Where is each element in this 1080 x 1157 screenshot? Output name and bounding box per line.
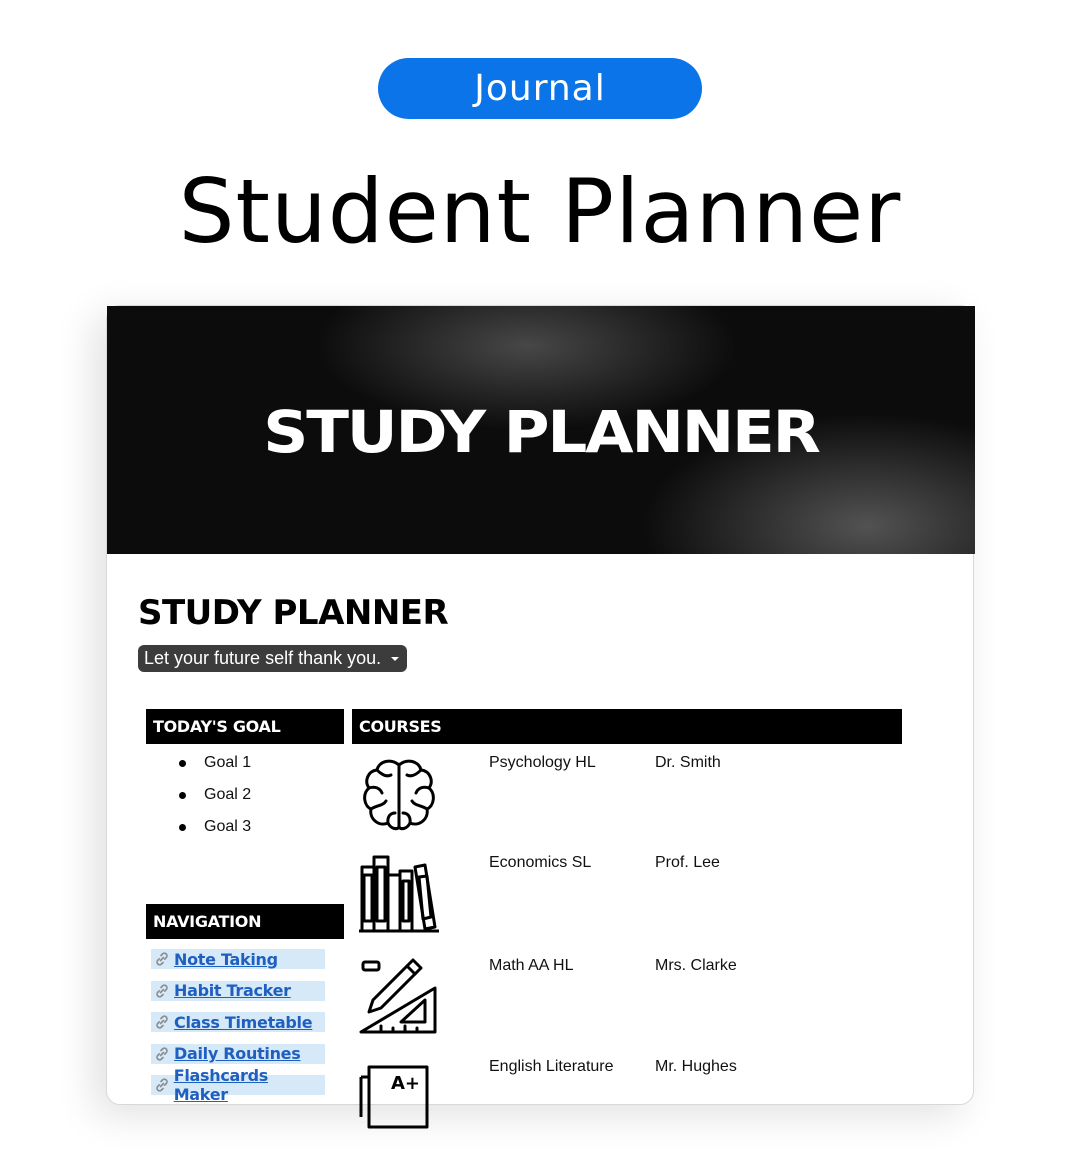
nav-link-habit-tracker[interactable] [151, 981, 325, 1001]
nav-link-flashcards-maker[interactable] [151, 1066, 325, 1104]
course-name: Economics SL [489, 854, 592, 871]
course-row[interactable] [357, 1057, 877, 1157]
goal-item: Goal 3 [179, 816, 251, 848]
brain-icon [357, 753, 441, 837]
nav-link-label[interactable]: Class Timetable [174, 1012, 313, 1032]
course-name: Math AA HL [489, 957, 574, 974]
goal-item: Goal 1 [179, 752, 251, 784]
svg-text:A+: A+ [391, 1073, 421, 1094]
page-heading: STUDY PLANNER [138, 593, 449, 633]
goal-item: Goal 2 [179, 784, 251, 816]
nav-link-label[interactable]: Note Taking [174, 949, 278, 969]
course-teacher: Mrs. Clarke [655, 957, 737, 974]
page-main-title: Student Planner [178, 160, 902, 263]
course-row[interactable] [357, 956, 877, 1056]
nav-link-label[interactable]: Habit Tracker [174, 981, 291, 1000]
link-icon [154, 950, 174, 968]
caret-down-icon [391, 657, 399, 661]
pencil-ruler-icon [357, 956, 441, 1040]
navigation-header: NAVIGATION [146, 904, 344, 939]
nav-link-note-taking[interactable] [151, 949, 325, 969]
course-row[interactable] [357, 853, 877, 953]
course-name: Psychology HL [489, 754, 596, 771]
link-icon [154, 982, 174, 1000]
course-teacher: Prof. Lee [655, 854, 720, 871]
navigation-list [151, 949, 325, 1107]
nav-link-class-timetable[interactable] [151, 1012, 325, 1032]
books-icon [357, 853, 441, 937]
banner-title: STUDY PLANNER [263, 398, 819, 466]
category-badge: Journal [378, 58, 702, 119]
courses-header: COURSES [352, 709, 902, 744]
nav-link-label[interactable]: Daily Routines [174, 1044, 301, 1063]
goals-header: TODAY'S GOAL [146, 709, 344, 744]
quote-text: Let your future self thank you. [144, 648, 382, 668]
planner-preview-card [106, 305, 974, 1105]
cover-banner [107, 306, 975, 554]
quote-select[interactable] [138, 645, 407, 672]
link-icon [154, 1076, 174, 1094]
link-icon [154, 1045, 174, 1063]
nav-link-daily-routines[interactable] [151, 1044, 325, 1064]
course-teacher: Dr. Smith [655, 754, 721, 771]
course-name: English Literature [489, 1058, 614, 1075]
nav-link-label[interactable]: Flashcards Maker [173, 1066, 268, 1104]
grade-paper-icon [357, 1057, 441, 1141]
course-teacher: Mr. Hughes [655, 1058, 737, 1075]
course-row[interactable] [357, 753, 877, 853]
link-icon [154, 1013, 174, 1031]
goal-list [179, 752, 251, 848]
